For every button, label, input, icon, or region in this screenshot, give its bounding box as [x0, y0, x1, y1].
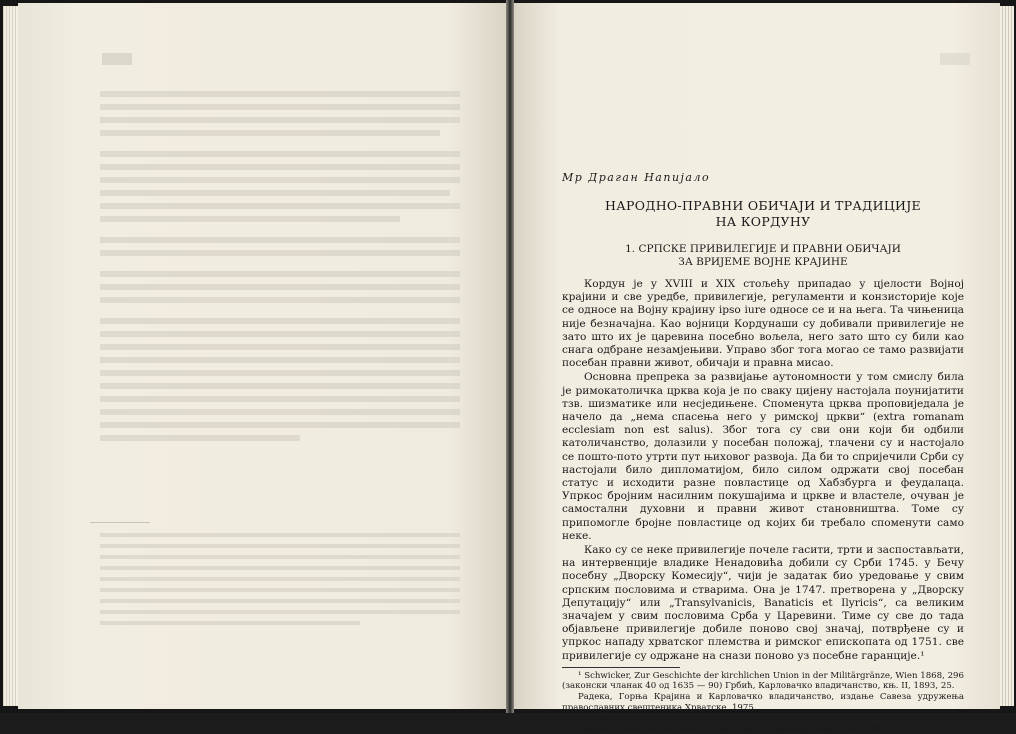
show-through-line: [100, 544, 460, 548]
show-through-line: [100, 422, 460, 428]
section-heading: [562, 243, 964, 269]
show-through-line: [100, 250, 460, 256]
show-through-line: [100, 318, 460, 324]
show-through-line: [100, 383, 460, 389]
show-through-line: [100, 396, 460, 402]
show-through-line: [100, 577, 460, 581]
show-through-line: [100, 610, 460, 614]
footnote: Грујић, Привилегије Срба у Хрватској и Славонији, Нови Сад 1909.: [578, 723, 886, 734]
paragraph: Кордун је у XVIII и XIX стољећу припадао у цјелости Војној крајини и све уредбе, привилегије, регуламенти и конзисторије које се односе на Војну крајину ipso iure односе се и на њега. Та чињеница није безначајна. Као војници Кордунаши су добивали привилегије не зато што их је царевина посебно вољела, него зато што су били као снага одбране незамјењиви. Управо због тога могао се тамо развијати посебан правни живот, обичаји и правна мисао.: [562, 278, 964, 370]
show-through-line: [100, 331, 460, 337]
right-page-edges: [1000, 6, 1014, 706]
show-through-line: [100, 621, 360, 625]
section-heading-line: 1. СРПСКЕ ПРИВИЛЕГИЈЕ И ПРАВНИ ОБИЧАЈИ: [625, 243, 901, 255]
show-through-page-number: [102, 53, 132, 65]
footnote: ¹ Schwicker, Zur Geschichte der kirchlichen Union in der Militärgränze, Wien 1868, 296 (законски чланак 40 од 1635 — 90) Грбић, Карловачко владичанство, књ. II, 1893, 25.: [562, 670, 964, 692]
show-through-line: [100, 164, 460, 170]
footnote: Мушицки, Животопис Лукијана Мушицког, Нови Сад 1879.: [578, 713, 851, 724]
show-through-line: [100, 151, 460, 157]
show-through-line: [100, 203, 460, 209]
footnote: Радека, Горња Крајина и Карловачко владичанство, издање Савеза удружења православних свештеника Хрватске, 1975.: [562, 692, 964, 713]
right-page: [512, 3, 1000, 734]
show-through-line: [100, 284, 460, 290]
show-through-line: [100, 566, 460, 570]
show-through-line: [100, 435, 300, 441]
show-through-line: [100, 599, 460, 603]
footnote-divider: [562, 667, 680, 668]
show-through-line: [100, 216, 400, 222]
title-line: НАРОДНО-ПРАВНИ ОБИЧАЈИ И ТРАДИЦИЈЕ: [605, 198, 921, 213]
show-through-page-number: [940, 53, 970, 65]
show-through-line: [100, 344, 460, 350]
show-through-line: [100, 91, 460, 97]
show-through-line: [100, 271, 460, 277]
show-through-line: [100, 588, 460, 592]
show-through-line: [100, 117, 460, 123]
show-through-line: [100, 357, 460, 363]
section-heading-line: ЗА ВРИЈЕМЕ ВОЈНЕ КРАЈИНЕ: [678, 256, 848, 268]
book-gutter: [506, 0, 514, 713]
paragraph: Како су се неке привилегије почеле гасити, трти и заспостављати, на интервенције владике Ненадовића добили су Срби 1745. у Бечу посебну „Дворску Комесију“, чији је задатак био уредовање у свим српским пословима и стварима. Она је 1747. претворена у „Дворску Депутацију“ или „Transylvanicis, Banaticis et Ilyricis“, са великим значајем у свим пословима Срба у Царевини. Тиме су све до тада објављене привилегије добиле поново свој значај, потврђене су и упркос нападу хрватског племства и римског епископата од 1751. све привилегије су одржане на снази поново уз посебне гаранције.¹: [562, 544, 964, 662]
show-through-footnote-rule: [90, 522, 150, 523]
paragraph: Основна препрека за развијање аутономности у том смислу била је римокатоличка црква која је по сваку цијену настојала поунијатити тзв. шизматике или несједињене. Споменута црква проповиједала је начело да „нема спасења него у римској цркви“ (extra romanam ecclesiam non est salus). Због тога су сви они који би одбили католичанство, долазили у посебан положај, тлачени су и настојало се пошто-пото утрти пут њиховог развоја. Да би то спријечили Срби су настојали било дипломатијом, било силом одржати свој посебан статус и исходити разне повластице од Хабзбурга и феудалаца. Упркос бројним насилним покушајима и цркве и властеле, очуван је самостални духовни и правни живот становништва. Томе су припомогле бројне повластице од којих би требало споменути само неке.: [562, 371, 964, 542]
left-page-edges: [3, 6, 18, 706]
article-title: [562, 198, 964, 230]
show-through-line: [100, 555, 460, 559]
show-through-line: [100, 130, 440, 136]
title-line: НА КОРДУНУ: [715, 214, 811, 229]
show-through-line: [100, 370, 460, 376]
article-body: [562, 171, 964, 734]
author-name: Мр Драган Напијало: [562, 171, 711, 184]
show-through-line: [100, 297, 460, 303]
left-page: [18, 3, 508, 709]
show-through-line: [100, 533, 460, 537]
show-through-line: [100, 190, 450, 196]
show-through-line: [100, 177, 460, 183]
show-through-line: [100, 104, 460, 110]
show-through-line: [100, 409, 460, 415]
show-through-line: [100, 237, 460, 243]
